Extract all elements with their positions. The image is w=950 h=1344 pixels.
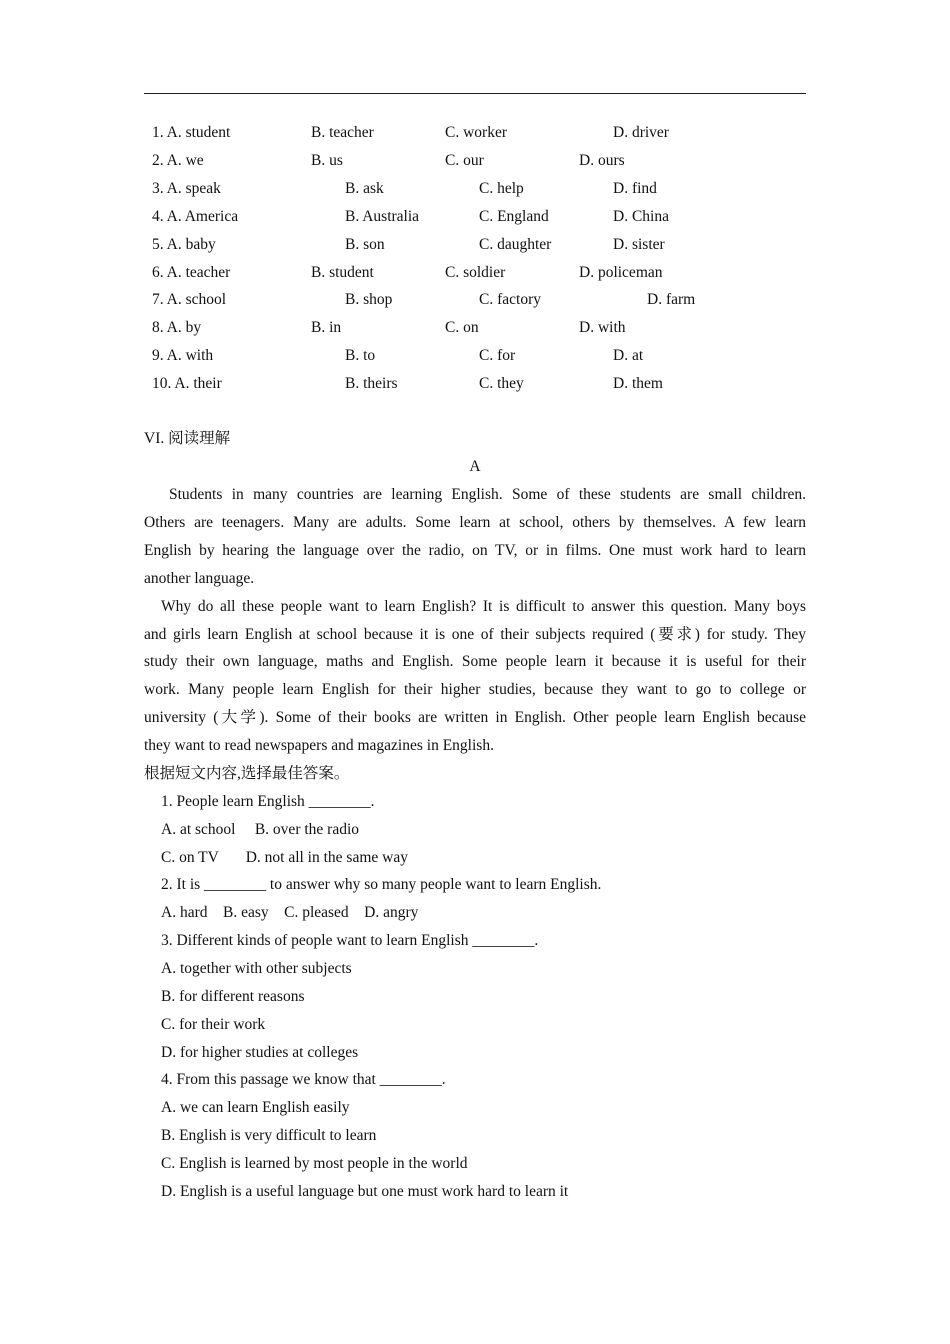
- option: B. Australia: [345, 208, 420, 225]
- question-line: C. English is learned by most people in the world: [161, 1155, 468, 1172]
- question-line: A. hard B. easy C. pleased D. angry: [161, 904, 419, 921]
- question-line: 2. It is ________ to answer why so many people want to learn English.: [161, 876, 602, 893]
- header-rule: [144, 93, 806, 94]
- option: C. England: [479, 208, 549, 225]
- option: D. China: [613, 208, 669, 225]
- option: B. ask: [345, 180, 384, 197]
- question-line: C. for their work: [161, 1016, 266, 1033]
- section-title: VI. 阅读理解: [144, 430, 231, 447]
- question-line: 4. From this passage we know that ________.: [161, 1071, 446, 1088]
- option: D. policeman: [579, 264, 663, 281]
- passage-line: Students in many countries are learning English. Some of these students are small children.: [169, 486, 806, 503]
- question-line: C. on TV D. not all in the same way: [161, 849, 408, 866]
- option: C. daughter: [479, 236, 552, 253]
- passage-line: another language.: [144, 570, 255, 587]
- option: B. in: [311, 319, 342, 336]
- option: C. worker: [445, 124, 507, 141]
- passage-line: university (大学). Some of their books are written in English. Other people learn English because: [144, 709, 806, 726]
- option: 9. A. with: [152, 347, 214, 364]
- option: B. shop: [345, 291, 393, 308]
- passage-line: they want to read newspapers and magazines in English.: [144, 737, 494, 754]
- option: 1. A. student: [152, 124, 231, 141]
- option: B. to: [345, 347, 376, 364]
- option: D. at: [613, 347, 644, 364]
- question-line: B. English is very difficult to learn: [161, 1127, 377, 1144]
- option: D. with: [579, 319, 626, 336]
- option: D. ours: [579, 152, 625, 169]
- question-line: D. English is a useful language but one must work hard to learn it: [161, 1183, 569, 1200]
- option: C. our: [445, 152, 484, 169]
- option: D. driver: [613, 124, 669, 141]
- option: 4. A. America: [152, 208, 239, 225]
- passage-line: Others are teenagers. Many are adults. Some learn at school, others by themselves. A few learn: [144, 514, 806, 531]
- option: B. student: [311, 264, 374, 281]
- passage-label: A: [469, 458, 481, 475]
- option: 6. A. teacher: [152, 264, 231, 281]
- option: 10. A. their: [152, 375, 222, 392]
- option: 5. A. baby: [152, 236, 216, 253]
- passage-line: study their own language, maths and English. Some people learn it because it is useful for their: [144, 653, 806, 670]
- question-line: A. we can learn English easily: [161, 1099, 350, 1116]
- option: C. soldier: [445, 264, 506, 281]
- option: D. sister: [613, 236, 665, 253]
- question-line: A. together with other subjects: [161, 960, 352, 977]
- option: C. help: [479, 180, 524, 197]
- question-line: A. at school B. over the radio: [161, 821, 360, 838]
- passage-line: Why do all these people want to learn English? It is difficult to answer this question. Many boys: [161, 598, 806, 615]
- option: B. son: [345, 236, 385, 253]
- option: 7. A. school: [152, 291, 227, 308]
- option: C. they: [479, 375, 524, 392]
- question-line: B. for different reasons: [161, 988, 305, 1005]
- option: B. teacher: [311, 124, 374, 141]
- option: C. factory: [479, 291, 541, 308]
- option: 8. A. by: [152, 319, 202, 336]
- question-line: 1. People learn English ________.: [161, 793, 375, 810]
- option: D. them: [613, 375, 663, 392]
- option: 3. A. speak: [152, 180, 221, 197]
- option: B. theirs: [345, 375, 398, 392]
- passage-line: and girls learn English at school because it is one of their subjects required (要求) for study. They: [144, 626, 806, 643]
- option: D. farm: [647, 291, 696, 308]
- instruction: 根据短文内容,选择最佳答案。: [144, 765, 350, 782]
- question-line: D. for higher studies at colleges: [161, 1044, 359, 1061]
- option: C. on: [445, 319, 479, 336]
- question-line: 3. Different kinds of people want to learn English ________.: [161, 932, 539, 949]
- passage-line: English by hearing the language over the radio, on TV, or in films. One must work hard to learn: [144, 542, 806, 559]
- option: D. find: [613, 180, 657, 197]
- passage-line: work. Many people learn English for their higher studies, because they want to go to college or: [144, 681, 806, 698]
- option: C. for: [479, 347, 516, 364]
- option: 2. A. we: [152, 152, 204, 169]
- option: B. us: [311, 152, 343, 169]
